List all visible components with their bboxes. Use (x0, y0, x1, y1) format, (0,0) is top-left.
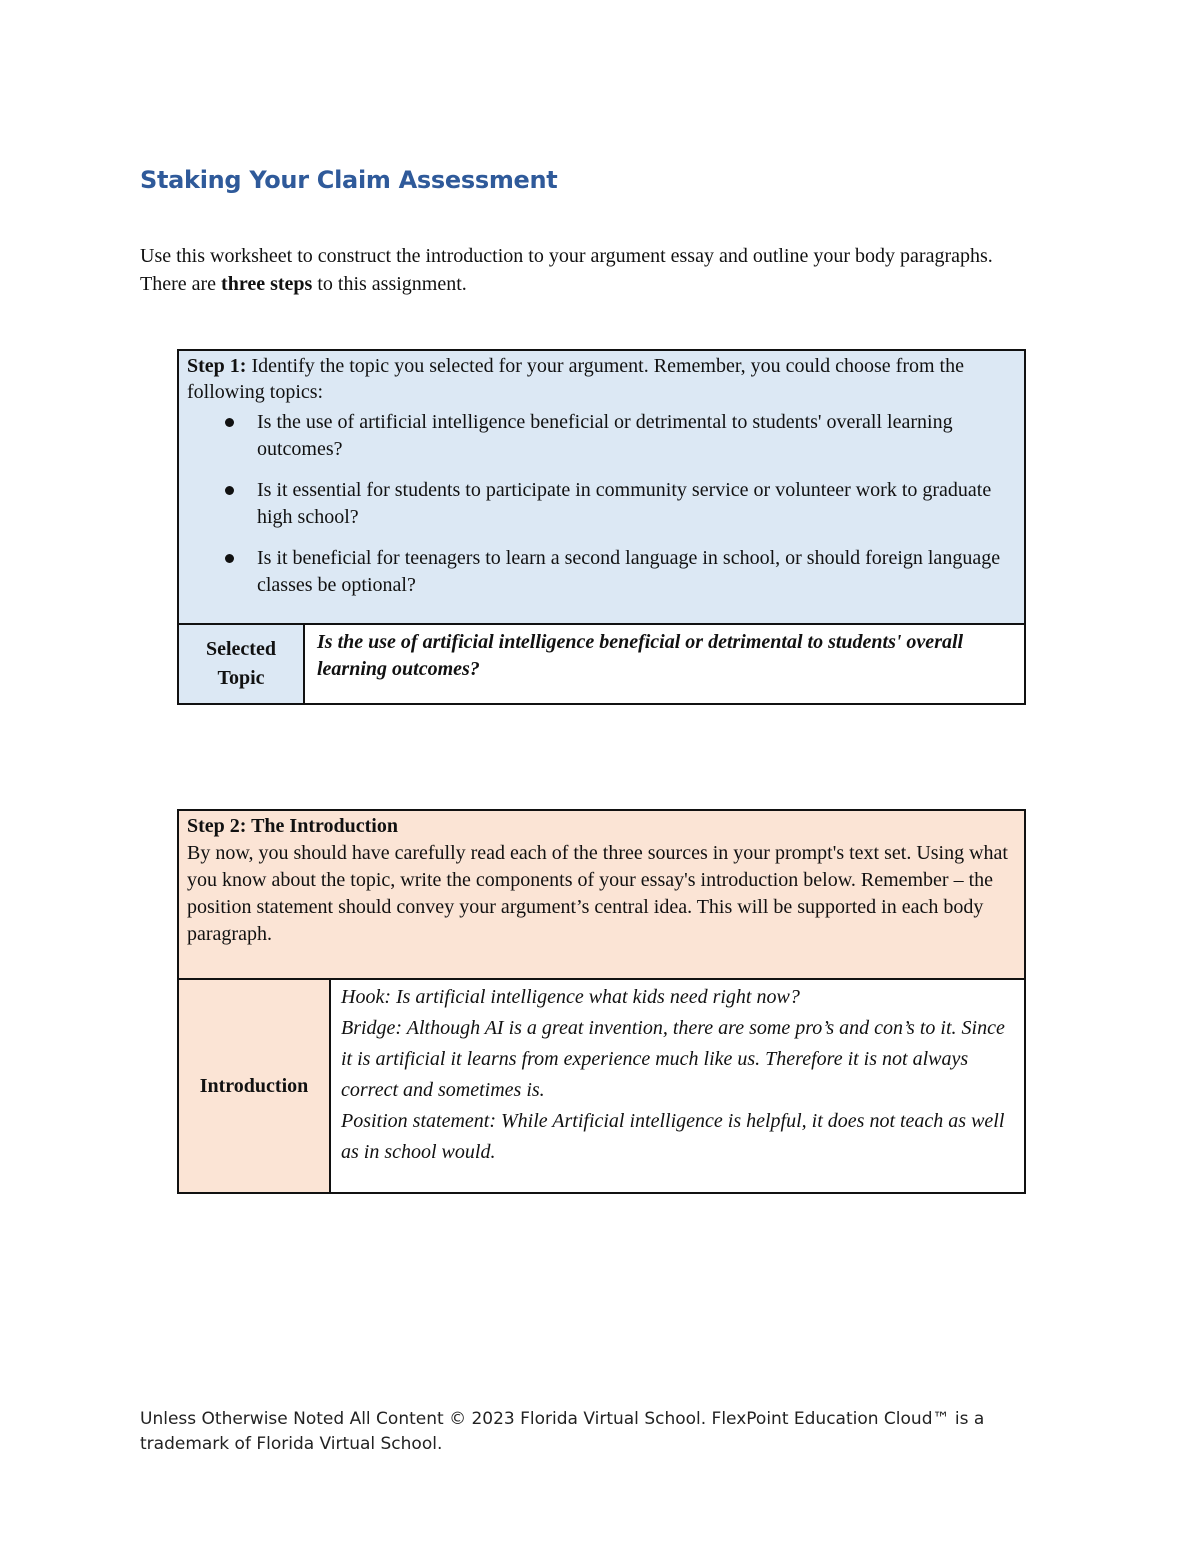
introduction-label: Introduction (178, 979, 330, 1193)
step1-instructions (178, 350, 1025, 624)
intro-text-end: to this assignment. (312, 273, 467, 295)
list-item (187, 545, 1012, 599)
topic-text: Is the use of artificial intelligence beneficial or detrimental to students' overall learning outcomes? (257, 411, 953, 460)
list-item (187, 477, 1012, 531)
page-title: Staking Your Claim Assessment (140, 166, 558, 194)
bullet-icon (225, 418, 234, 427)
topic-list (187, 409, 1012, 599)
step2-text: By now, you should have carefully read each of the three sources in your prompt's text set. Using what you know about the topic, write the components of your essay's introduction below. Remember – the position statement should convey your argument’s central idea. This will be supported in each body paragraph. (187, 842, 1008, 945)
step1-label: Step 1: (187, 355, 247, 377)
bullet-icon (225, 554, 234, 563)
step1-text: Identify the topic you selected for your argument. Remember, you could choose from the following topics: (187, 355, 964, 403)
position-statement-text: Position statement: While Artificial intelligence is helpful, it does not teach as well as in school would. (341, 1110, 1005, 1163)
intro-emphasis: three steps (221, 273, 313, 295)
topic-text: Is it beneficial for teenagers to learn a second language in school, or should foreign language classes be optional? (257, 547, 1001, 596)
list-item (187, 409, 1012, 463)
introduction-field[interactable] (330, 979, 1025, 1193)
bullet-icon (225, 486, 234, 495)
footer-copyright: Unless Otherwise Noted All Content © 2023 Florida Virtual School. FlexPoint Education Cloud™ is a trademark of Florida Virtual School. (140, 1409, 985, 1454)
hook-text: Hook: Is artificial intelligence what kids need right now? (341, 986, 800, 1008)
step2-label: Step 2: The Introduction (187, 815, 398, 837)
intro-paragraph (140, 242, 1040, 298)
topic-text: Is it essential for students to participate in community service or volunteer work to graduate high school? (257, 479, 992, 528)
step2-instructions (178, 810, 1025, 979)
intro-text-start: Use this worksheet to construct the introduction to your argument essay and outline your body paragraphs. There are (140, 245, 993, 295)
step1-table (177, 349, 1026, 705)
step2-table (177, 809, 1026, 1194)
bridge-text: Bridge: Although AI is a great invention, there are some pro’s and con’s to it. Since it is artificial it learns from experience much like us. Therefore it is not always correct and sometimes is. (341, 1017, 1005, 1101)
selected-topic-label: Selected Topic (178, 624, 304, 704)
selected-topic-field[interactable]: Is the use of artificial intelligence beneficial or detrimental to students' overall learning outcomes? (304, 624, 1025, 704)
